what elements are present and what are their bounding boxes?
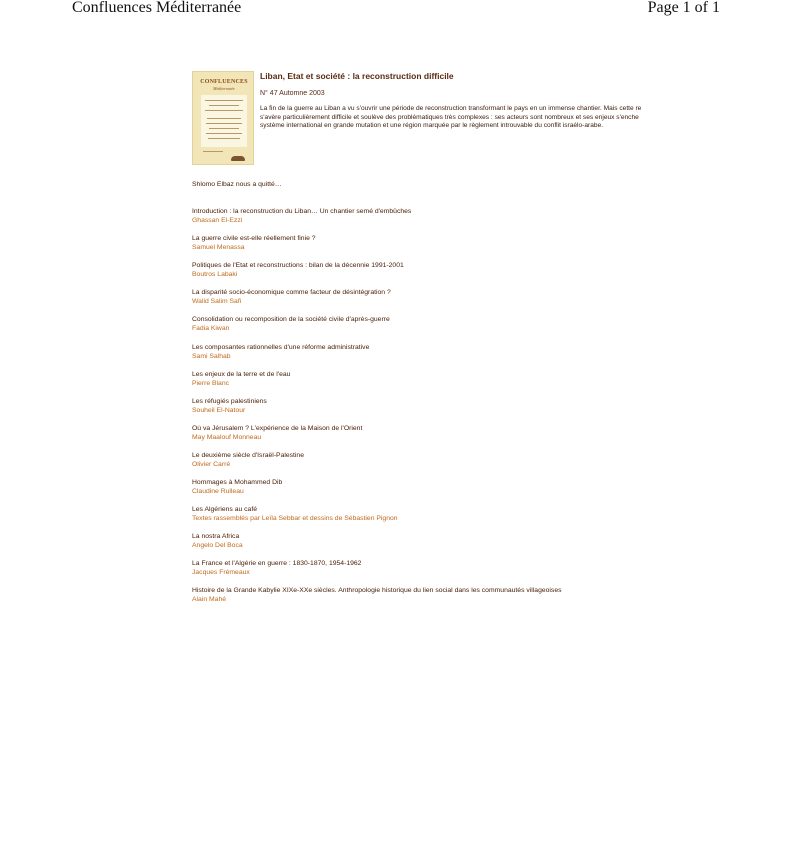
article-author[interactable]: Sami Salhab bbox=[192, 352, 231, 360]
site-name: Confluences Méditerranée bbox=[72, 0, 242, 16]
article-author[interactable]: Ghassan El-Ezzi bbox=[192, 217, 243, 225]
issue-summary bbox=[192, 71, 722, 168]
cover-brand: CONFLUENCES bbox=[200, 79, 248, 85]
article-title[interactable]: Consolidation ou recomposition de la société civile d'après-guerre bbox=[192, 316, 390, 324]
article-author[interactable]: Textes rassemblés par Leïla Sebbar et dessins de Sébastien Pignon bbox=[192, 515, 398, 523]
article-author[interactable]: Olivier Carré bbox=[192, 460, 231, 468]
cover-line bbox=[205, 110, 243, 111]
article-title[interactable]: Les Algériens au café bbox=[192, 506, 257, 514]
article-item bbox=[192, 288, 722, 315]
article-item bbox=[192, 397, 722, 424]
issue-cover-image[interactable] bbox=[192, 71, 254, 165]
article-title[interactable]: Les enjeux de la terre et de l'eau bbox=[192, 370, 291, 378]
article-list bbox=[192, 180, 722, 614]
page-indicator: Page 1 of 1 bbox=[647, 0, 720, 16]
cover-line bbox=[209, 128, 239, 129]
issue-text bbox=[260, 71, 730, 131]
article-author[interactable]: Walid Salim Safi bbox=[192, 298, 242, 306]
article-item bbox=[192, 532, 722, 559]
article-title[interactable]: Histoire de la Grande Kabylie XIXe-XXe siècles. Anthropologie historique du lien social dans les communautés villageoises bbox=[192, 587, 562, 595]
cover-line bbox=[206, 133, 242, 134]
cover-line bbox=[209, 105, 239, 106]
article-item bbox=[192, 505, 722, 532]
article-author[interactable]: Claudine Rulleau bbox=[192, 488, 244, 496]
article-author[interactable]: Boutros Labaki bbox=[192, 271, 238, 279]
article-title[interactable]: La guerre civile est-elle réellement finie ? bbox=[192, 235, 316, 243]
article-item bbox=[192, 234, 722, 261]
article-item bbox=[192, 478, 722, 505]
cover-line bbox=[203, 151, 223, 152]
article-title[interactable]: Les réfugiés palestiniens bbox=[192, 397, 267, 405]
article-item bbox=[192, 586, 722, 613]
issue-number: N° 47 Automne 2003 bbox=[260, 90, 325, 97]
article-item bbox=[192, 343, 722, 370]
cover-line bbox=[206, 123, 242, 124]
article-author[interactable]: Pierre Blanc bbox=[192, 379, 230, 387]
cover-line bbox=[207, 118, 241, 119]
article-author[interactable]: Angelo Del Boca bbox=[192, 542, 243, 550]
cover-line bbox=[208, 138, 240, 139]
article-title[interactable]: Shlomo Elbaz nous a quitté… bbox=[192, 181, 282, 188]
article-title[interactable]: La disparité socio-économique comme facteur de désintégration ? bbox=[192, 289, 391, 297]
issue-content bbox=[192, 71, 722, 614]
cover-subtitle: Méditerranée bbox=[213, 86, 235, 91]
article-title[interactable]: La nostra Africa bbox=[192, 533, 240, 541]
article-title[interactable]: Hommages à Mohammed Dib bbox=[192, 479, 283, 487]
article-item bbox=[192, 207, 722, 234]
cover-panel bbox=[201, 95, 247, 147]
publisher-logo-icon bbox=[231, 156, 245, 161]
article-title[interactable]: Le deuxième siècle d'Israël-Palestine bbox=[192, 451, 304, 459]
article-title[interactable]: Introduction : la reconstruction du Liban… Un chantier semé d'embûches bbox=[192, 208, 412, 216]
article-author[interactable]: Alain Mahé bbox=[192, 596, 227, 604]
description-line: système international en grande mutation et une région marquée par le règlement introuvable du conflit israélo-arabe. bbox=[260, 122, 604, 129]
article-item bbox=[192, 180, 722, 207]
article-author[interactable]: Fadia Kiwan bbox=[192, 325, 230, 333]
article-title[interactable]: Politiques de l'Etat et reconstructions : bilan de la décennie 1991-2001 bbox=[192, 262, 404, 270]
cover-line bbox=[205, 100, 243, 101]
article-item bbox=[192, 315, 722, 342]
article-author[interactable]: Souheil El-Natour bbox=[192, 406, 246, 414]
description-line: s'avère particulièrement difficile et soulève des problématiques très complexes : ses acteurs sont nombreux et ses enjeux s'enche bbox=[260, 113, 639, 121]
issue-description bbox=[260, 105, 722, 131]
print-header bbox=[0, 0, 794, 24]
article-item bbox=[192, 559, 722, 586]
article-author[interactable]: Samuel Menassa bbox=[192, 244, 245, 252]
article-title[interactable]: Les composantes rationnelles d'une réforme administrative bbox=[192, 343, 370, 351]
description-line: La fin de la guerre au Liban a vu s'ouvrir une période de reconstruction transformant le pays en un immense chantier. Mais cette re bbox=[260, 105, 642, 112]
article-title[interactable]: La France et l'Algérie en guerre : 1830-1870, 1954-1962 bbox=[192, 560, 362, 568]
article-item bbox=[192, 261, 722, 288]
article-author[interactable]: May Maalouf Monneau bbox=[192, 433, 262, 441]
issue-title[interactable]: Liban, Etat et société : la reconstruction difficile bbox=[260, 71, 454, 81]
article-author[interactable]: Jacques Frémeaux bbox=[192, 569, 250, 577]
article-item bbox=[192, 424, 722, 451]
article-item bbox=[192, 370, 722, 397]
article-item bbox=[192, 451, 722, 478]
article-title[interactable]: Où va Jérusalem ? L'expérience de la Maison de l'Orient bbox=[192, 424, 363, 432]
